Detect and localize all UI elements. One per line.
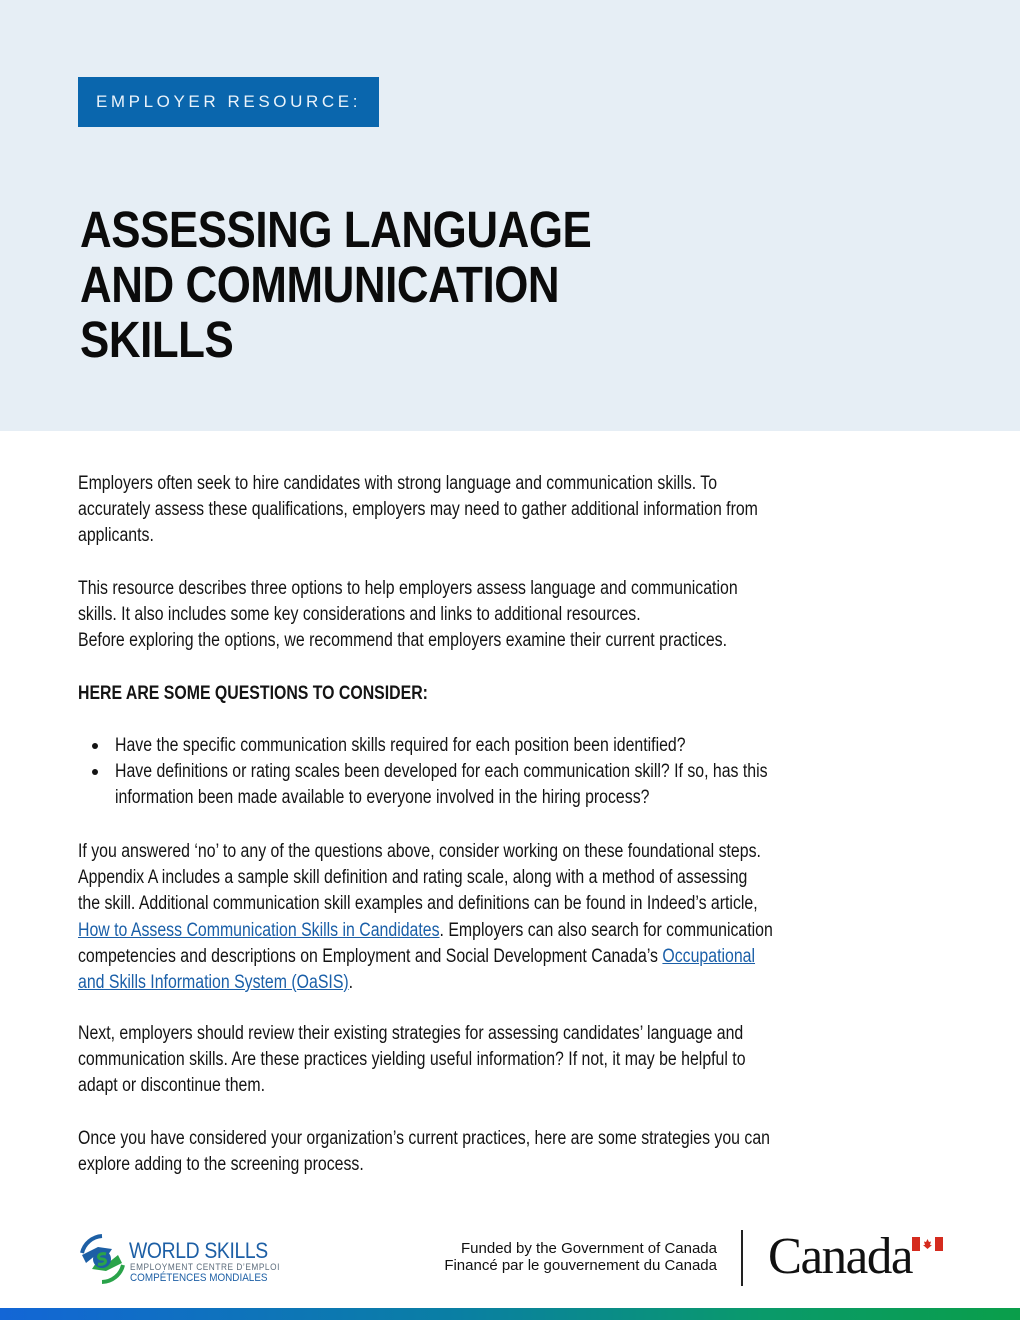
indeed-article-link[interactable]: How to Assess Communication Skills in Candidates xyxy=(78,919,440,941)
eyebrow-label: EMPLOYER RESOURCE: xyxy=(78,77,379,127)
text-line: Have the specific communication skills required for each position been identified? xyxy=(115,735,686,756)
text-line: This resource describes three options to help employers assess language and communication xyxy=(78,578,738,599)
logo-name: WORLD SKILLS xyxy=(129,1238,268,1263)
text-line: communication skills. Are these practices yielding useful information? If not, it may be helpful to xyxy=(78,1049,746,1071)
intro-paragraph xyxy=(78,471,958,550)
footer-divider xyxy=(741,1230,743,1286)
world-skills-logo xyxy=(78,1233,280,1288)
bottom-gradient-bar xyxy=(0,1308,1020,1320)
text-line: adapt or discontinue them. xyxy=(78,1075,265,1097)
review-paragraph xyxy=(78,1021,958,1100)
funded-fr: Financé par le gouvernement du Canada xyxy=(444,1257,717,1274)
text-line: explore adding to the screening process. xyxy=(78,1154,364,1176)
text-line: If you answered ‘no’ to any of the questions above, consider working on these foundational steps. xyxy=(78,841,761,862)
text-line: Before exploring the options, we recommend that employers examine their current practices. xyxy=(78,630,728,652)
funding-statement xyxy=(444,1240,717,1274)
funded-en: Funded by the Government of Canada xyxy=(461,1240,717,1257)
text-fragment: competencies and descriptions on Employment and Social Development Canada’s xyxy=(78,945,663,967)
page-title xyxy=(80,202,675,367)
closing-paragraph xyxy=(78,1126,958,1178)
text-line: Employers often seek to hire candidates with strong language and communication skills. To xyxy=(78,473,718,494)
questions-heading-block xyxy=(78,681,958,707)
questions-list xyxy=(78,733,897,812)
questions-heading: HERE ARE SOME QUESTIONS TO CONSIDER: xyxy=(78,683,428,704)
text-line xyxy=(78,944,813,970)
title-line: SKILLS xyxy=(80,311,234,368)
canada-wordmark: Canada xyxy=(768,1228,912,1285)
foundational-paragraph xyxy=(78,839,958,996)
handshake-circle-logo-icon xyxy=(78,1233,126,1285)
title-line: ASSESSING LANGUAGE xyxy=(80,201,592,258)
bullet-icon xyxy=(92,743,98,749)
text-line: Once you have considered your organization’s current practices, here are some strategies you can xyxy=(78,1128,770,1149)
text-line xyxy=(78,918,813,944)
oasis-link[interactable]: Occupational xyxy=(662,945,756,967)
question-item xyxy=(78,759,897,811)
text-fragment: . xyxy=(348,971,354,993)
text-line: applicants. xyxy=(78,525,154,547)
text-line: skills. It also includes some key considerations and links to additional resources. xyxy=(78,604,641,626)
text-fragment: . Employers can also search for communication xyxy=(439,919,773,941)
text-line: accurately assess these qualifications, employers may need to gather additional information from xyxy=(78,499,758,521)
oasis-link-continued[interactable]: and Skills Information System (OaSIS) xyxy=(78,971,349,993)
text-line: Next, employers should review their existing strategies for assessing candidates’ language and xyxy=(78,1023,744,1044)
text-line: the skill. Additional communication skill examples and definitions can be found in Indeed’s article, xyxy=(78,893,758,915)
text-line: information been made available to everyone involved in the hiring process? xyxy=(115,787,650,809)
question-item xyxy=(78,733,897,759)
bullet-icon xyxy=(92,769,98,775)
text-line xyxy=(78,970,813,996)
canadian-flag-icon xyxy=(912,1237,943,1251)
logo-subtitle-fr: COMPÉTENCES MONDIALES xyxy=(130,1272,268,1284)
overview-paragraph xyxy=(78,576,958,655)
logo-subtitle: EMPLOYMENT CENTRE D’EMPLOI xyxy=(130,1262,280,1272)
text-line: Have definitions or rating scales been developed for each communication skill? If so, has this xyxy=(115,761,768,783)
text-line: Appendix A includes a sample skill definition and rating scale, along with a method of assessing xyxy=(78,867,748,889)
title-line: AND COMMUNICATION xyxy=(80,256,560,313)
